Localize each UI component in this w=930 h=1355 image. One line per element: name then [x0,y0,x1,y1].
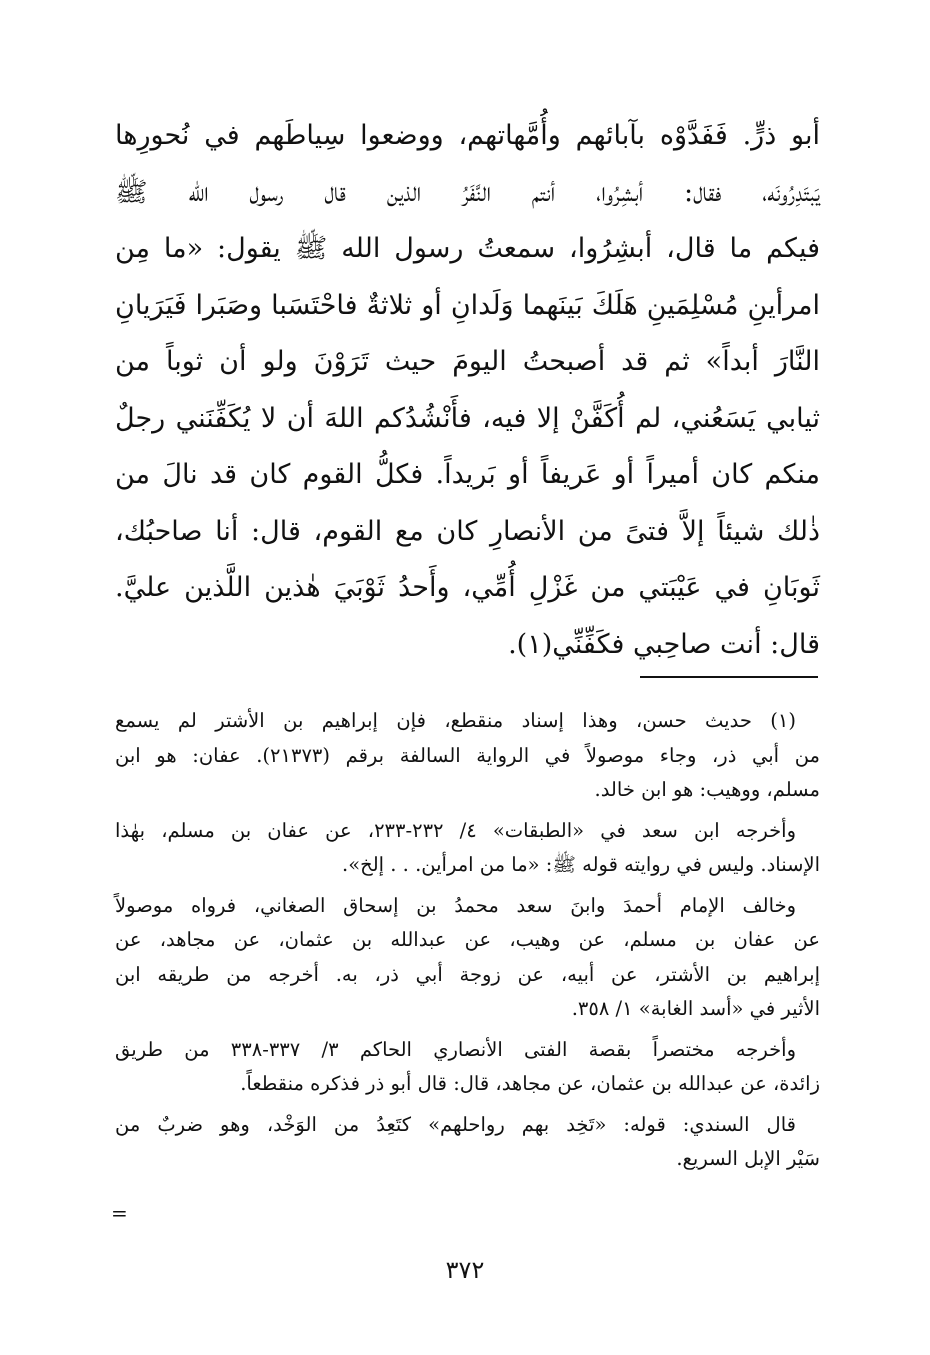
footnotes-section [115,704,820,1183]
footnote-divider [640,676,818,678]
body-line: قال: أنت صاحِبي فكَفِّنِّي(١). [508,628,820,660]
continuation-mark: = [111,1201,128,1225]
footnote-line: الأثير في «أسد الغابة» ١/ ٣٥٨. [571,997,820,1020]
page-number: ٣٧٢ [445,1256,485,1284]
body-line: النَّارَ أبداً» ثم قد أصبحتُ اليومَ حيث تَرَوْنَ ولو أن ثوباً من [115,346,820,377]
footnote-paragraph [115,889,820,1027]
footnote-line: سَيْر الإبل السريع. [676,1147,820,1170]
footnote-line: من أبي ذر، وجاء موصولاً في الرواية السالفة برقم (٢١٣٧٣). عفان: هو ابن [115,743,821,767]
body-line: يَبتَدِرُونَه، فقال: أبشِرُوا، أنتم النَّفَرُ الذين قال رسول الله ﷺ [115,176,820,208]
footnote-line: وأخرجه ابن سعد في «الطبقات» ٤/ ٢٣٢-٢٣٣، عن عفان بن مسلم، بهٰذا [115,818,796,842]
footnote-paragraph [115,814,820,883]
footnote-line: الإسناد. وليس في روايته قوله ﷺ: «ما من امرأين. . . إلخ». [342,853,820,876]
footnote-line: عن عفان بن مسلم، عن وهيب، عن عبدالله بن عثمان، عن مجاهد، عن [115,928,820,951]
body-line: منكم كان أميراً أو عَريفاً أو بَريداً. فكلُّ القوم كان قد نالَ من [115,459,820,490]
body-line: فيكم ما قال، أبشِرُوا، سمعتُ رسول الله ﷺ يقول: «ما مِن [115,233,820,264]
body-line: امرأينِ مُسْلِمَينِ هَلَكَ بَينَهما وَلَدانِ أو ثلاثةٌ فاحْتَسَبا وصَبَرا فَيَرَيانِ [115,289,820,321]
footnote-line: وخالف الإمام أحمدَ وابنَ سعد محمدُ بن إسحاق الصغاني، فرواه موصولاً [115,893,796,917]
footnote-paragraph [115,1033,820,1102]
footnote-paragraph [115,1108,820,1177]
footnote-line: إبراهيم بن الأشتر، عن أبيه، عن زوجة أبي ذر، به. أخرجه من طريقه ابن [115,962,820,986]
footnote-line: (١) حديث حسن، وهذا إسناد منقطع، فإن إبراهيم بن الأشتر لم يسمع [115,709,796,732]
footnote-line: مسلم، ووهيب: هو ابن خالد. [594,778,820,801]
body-line: ثَوبَانِ في عَيْبَتي من غَزْلِ أُمِّي، وأَحدُ ثَوْبَيَ هٰذين اللَّذين عليَّ. [115,572,820,603]
body-line: أبو ذرٍّ. فَفَدَّوْه بآبائهم وأُمَّهاتهم، ووضعوا سِياطَهم في نُحورِها [115,120,820,151]
body-line: ذٰلك شيئاً إلاَّ فتىً من الأنصارِ كان مع القوم، قال: أنا صاحبُك، [115,515,820,547]
footnote-line: وأخرجه مختصراً بقصة الفتى الأنصاري الحاكم ٣/ ٣٣٧-٣٣٨ من طريق [115,1037,796,1061]
body-line: ثيابي يَسَعُني، لم أُكَفَّنْ إلا فيه، فأَنْشُدُكم اللهَ أن لا يُكَفِّنَني رجلٌ [115,402,820,434]
footnote-line: قال السندي: قوله: «تَخِد بهم رواحلهم» كتَعِدُ من الوَخْد، وهو ضربٌ من [115,1112,796,1136]
main-body-text [115,108,820,673]
footnote-line: زائدة، عن عبدالله بن عثمان، عن مجاهد، قال: قال أبو ذر فذكره منقطعاً. [240,1072,820,1095]
footnote-paragraph [115,704,820,808]
